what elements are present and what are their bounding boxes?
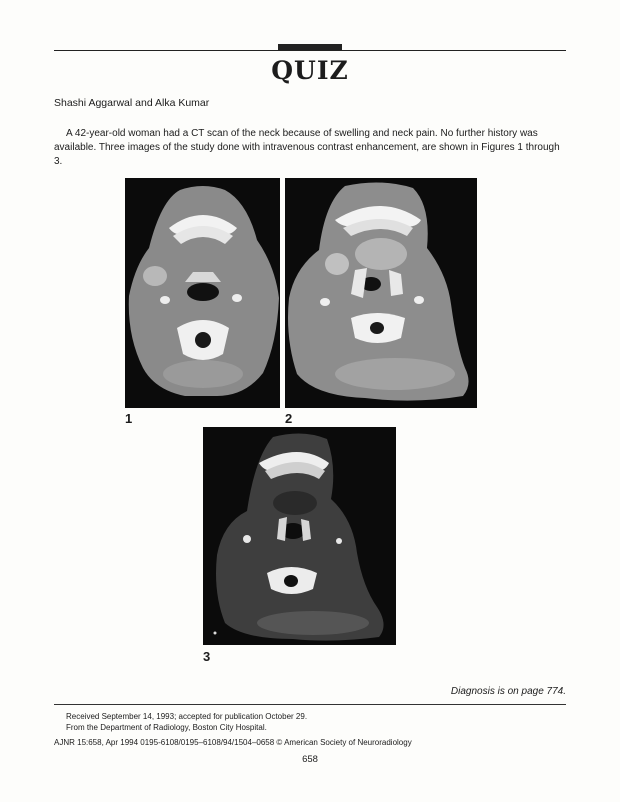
figure-2-ct-image	[285, 178, 477, 408]
figure-1-label: 1	[125, 411, 133, 426]
figure-2-label: 2	[285, 411, 293, 426]
affiliation: From the Department of Radiology, Boston City Hospital.	[66, 723, 267, 732]
case-description: A 42-year-old woman had a CT scan of the neck because of swelling and neck pain. No further history was available. Three images of the study done with intravenous contrast enhancement, are shown in Figures 1 through 3.	[54, 128, 560, 167]
authors: Shashi Aggarwal and Alka Kumar	[54, 97, 210, 109]
figure-3-label: 3	[203, 649, 211, 664]
page-title: QUIZ	[271, 56, 349, 85]
footer-rule	[54, 704, 566, 705]
figure-1-ct-image	[125, 178, 280, 408]
received-dates: Received September 14, 1993; accepted for publication October 29.	[66, 712, 308, 721]
journal-citation: AJNR 15:658, Apr 1994 0195-6108/0195–6108/94/1504–0658 © American Society of Neuroradiology	[54, 738, 412, 747]
figure-3-ct-image	[203, 427, 396, 645]
diagnosis-note: Diagnosis is on page 774.	[450, 686, 566, 697]
header-rule	[54, 50, 566, 51]
page-number: 658	[302, 754, 318, 765]
